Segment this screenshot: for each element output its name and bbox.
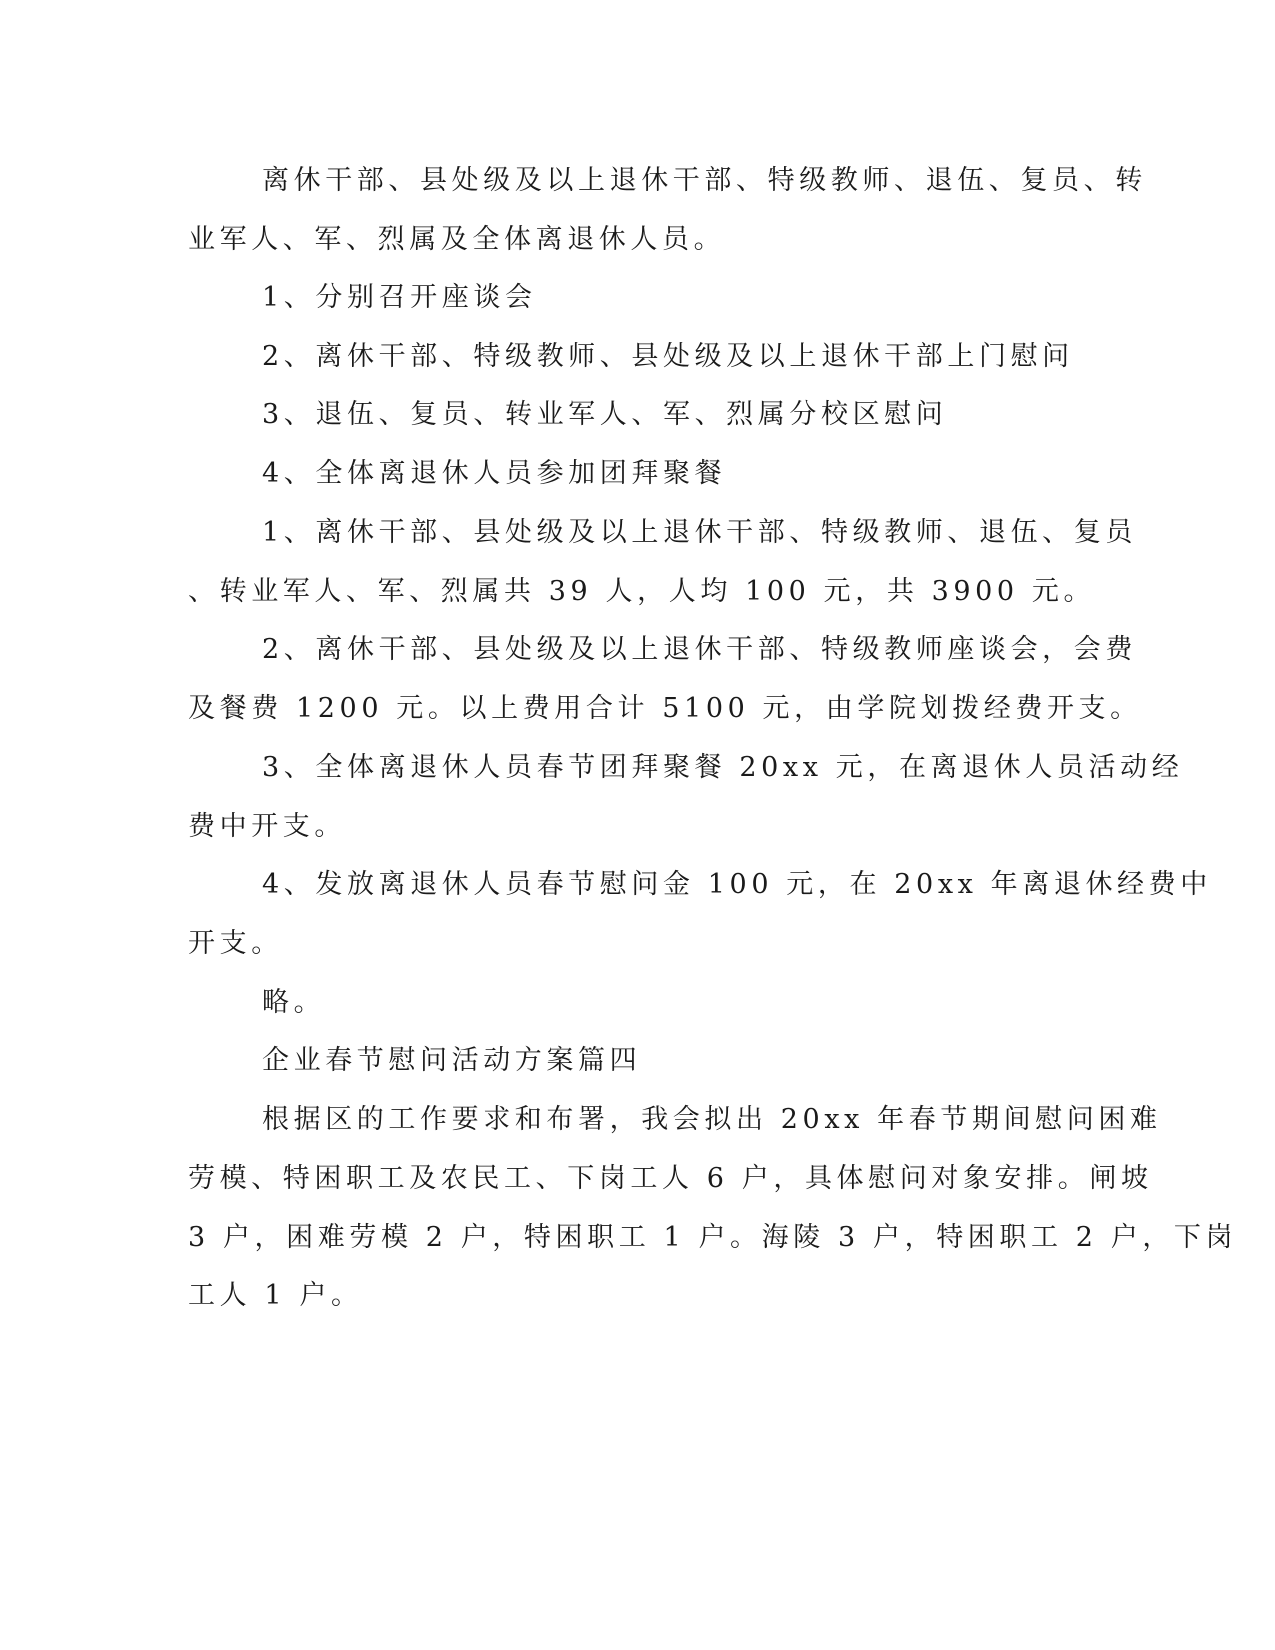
text-line: 、转业军人、军、烈属共 39 人，人均 100 元，共 3900 元。 [188, 576, 1096, 607]
text-line: 工人 1 户。 [188, 1280, 363, 1311]
text-line: 3、全体离退休人员春节团拜聚餐 20xx 元，在离退休人员活动经 [262, 752, 1184, 783]
text-line: 劳模、特困职工及农民工、下岗工人 6 户，具体慰问对象安排。闸坡 [188, 1163, 1153, 1194]
text-line: 3 户，困难劳模 2 户，特困职工 1 户。海陵 3 户，特困职工 2 户，下岗 [188, 1222, 1238, 1253]
text-line: 4、发放离退休人员春节慰问金 100 元，在 20xx 年离退休经费中 [262, 869, 1212, 900]
text-line: 开支。 [188, 928, 283, 959]
text-line: 2、离休干部、县处级及以上退休干部、特级教师座谈会，会费 [262, 634, 1137, 665]
text-line: 略。 [262, 987, 326, 1018]
section-heading: 企业春节慰问活动方案篇四 [262, 1045, 642, 1076]
text-line: 业军人、军、烈属及全体离退休人员。 [188, 224, 726, 255]
text-line: 2、离休干部、特级教师、县处级及以上退休干部上门慰问 [262, 341, 1074, 372]
text-line: 费中开支。 [188, 811, 346, 842]
text-line: 离休干部、县处级及以上退休干部、特级教师、退伍、复员、转 [262, 165, 1147, 196]
text-line: 3、退伍、复员、转业军人、军、烈属分校区慰问 [262, 399, 948, 430]
text-line: 4、全体离退休人员参加团拜聚餐 [262, 458, 727, 489]
text-line: 及餐费 1200 元。以上费用合计 5100 元，由学院划拨经费开支。 [188, 693, 1142, 724]
text-line: 根据区的工作要求和布署，我会拟出 20xx 年春节期间慰问困难 [262, 1104, 1162, 1135]
text-line: 1、离休干部、县处级及以上退休干部、特级教师、退伍、复员 [262, 517, 1137, 548]
text-line: 1、分别召开座谈会 [262, 282, 537, 313]
